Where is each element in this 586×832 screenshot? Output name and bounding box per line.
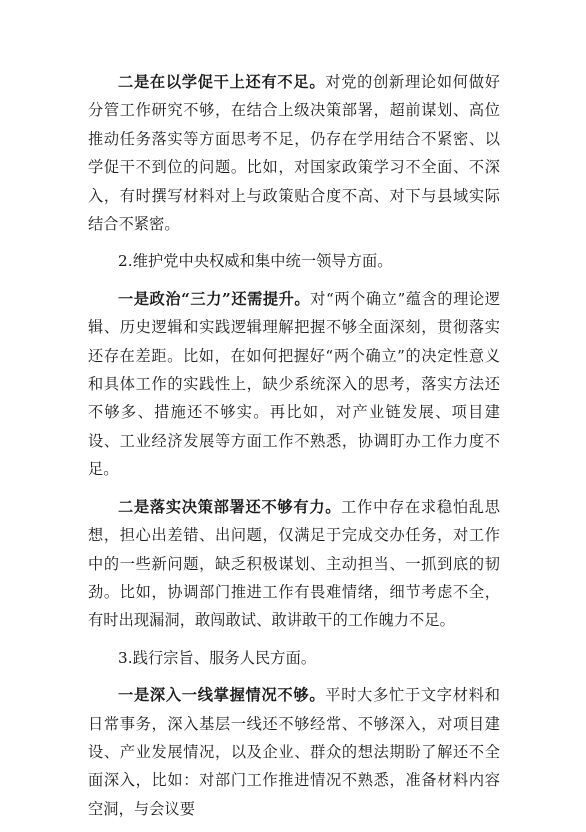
section-heading-serve-people	[88, 644, 500, 672]
paragraph-text: 对“两个确立”蕴含的理论逻辑、历史逻辑和实践逻辑理解把握不够全面深刻，贯彻落实还存在差距。比如，在如何把握好“两个确立”的决定性意义和具体工作的实践性上，缺少系统深入的思考，落实方法还不够多、措施还不够实。再比如，对产业链发展、项目建设、工业经济发展等方面工作不熟悉，协调盯办工作力度不足。	[88, 289, 500, 479]
paragraph-text: 对党的创新理论如何做好分管工作研究不够，在结合上级决策部署，超前谋划、高位推动任务落实等方面思考不足，仍存在学用结合不紧密、以学促干不到位的问题。比如，对国家政策学习不全面、不深入，有时撰写材料对上与政策贴合度不高、对下与县域实际结合不紧密。	[88, 73, 500, 234]
section-heading-party-authority	[88, 247, 500, 275]
paragraph-text: 平时大多忙于文字材料和日常事务，深入基层一线还不够经常、不够深入，对项目建设、产业发展情况，以及企业、群众的想法期盼了解还不全面深入，比如：对部门工作推进情况不熟悉，准备材料内容空洞，与会议要	[88, 686, 500, 818]
paragraph-lead: 二是落实决策部署还不够有力。	[118, 497, 342, 516]
paragraph-text: 工作中存在求稳怕乱思想，担心出差错、出问题，仅满足于完成交办任务，对工作中的一些新问题，缺乏积极谋划、主动担当、一抓到底的韧劲。比如，协调部门推进工作有畏难情绪，细节考虑不全，有时出现漏洞，敢闯敢试、敢讲敢干的工作魄力不足。	[88, 497, 500, 630]
paragraph-study-application	[88, 68, 500, 238]
section-heading-text: 3.践行宗旨、服务人民方面。	[118, 648, 317, 667]
paragraph-lead: 一是政治“三力”还需提升。	[118, 289, 311, 308]
paragraph-implementation	[88, 493, 500, 635]
paragraph-lead: 一是深入一线掌握情况不够。	[118, 686, 326, 705]
document-body	[88, 68, 500, 832]
paragraph-lead: 二是在以学促干上还有不足。	[118, 73, 326, 91]
paragraph-frontline	[88, 681, 500, 823]
paragraph-political-ability	[88, 285, 500, 484]
section-heading-text: 2.维护党中央权威和集中统一领导方面。	[118, 252, 393, 271]
